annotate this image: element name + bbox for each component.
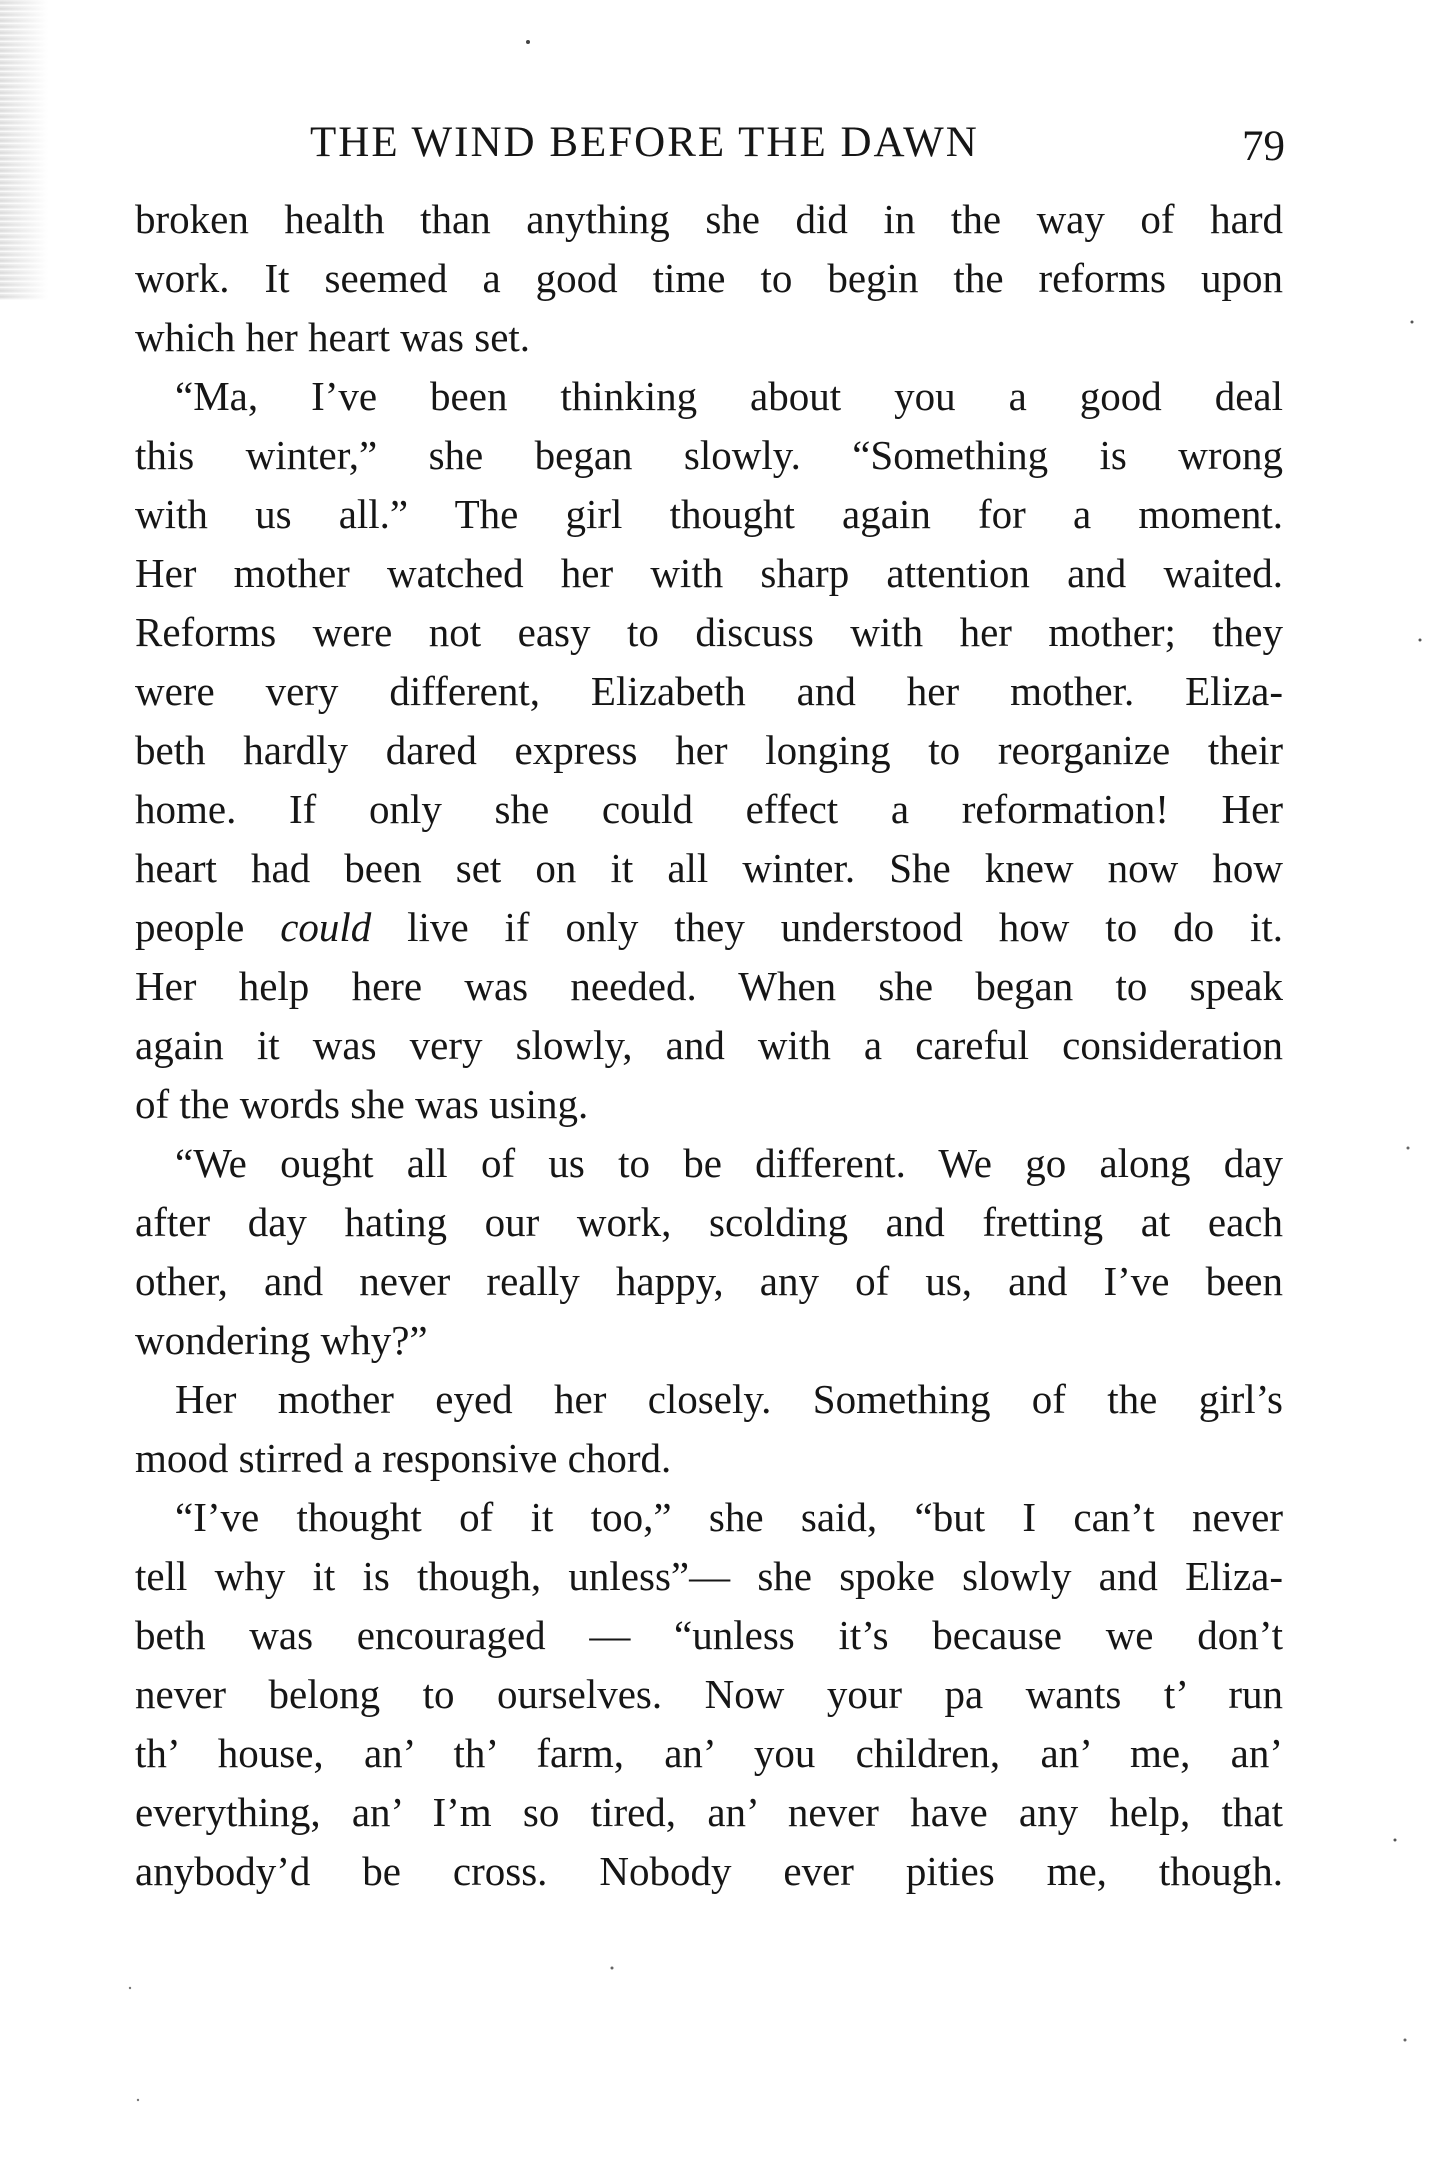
page-number: 79: [1242, 123, 1285, 170]
text-line: beth hardly dared express her longing to reorganize their: [135, 727, 1283, 773]
text-line: wondering why?”: [135, 1317, 428, 1363]
running-head-title: THE WIND BEFORE THE DAWN: [310, 119, 979, 166]
italic-word: could: [280, 904, 372, 950]
text-line: broken health than anything she did in the way of hard: [135, 196, 1283, 242]
text-line: Reforms were not easy to discuss with her mother; they: [135, 609, 1283, 655]
text-line: this winter,” she began slowly. “Something is wrong: [135, 432, 1283, 478]
paragraph-3: [135, 1134, 1283, 1370]
text-line: Her mother watched her with sharp attention and waited.: [135, 550, 1283, 596]
page-header: [135, 108, 1285, 178]
text-line: Her mother eyed her closely. Something of the girl’s: [175, 1376, 1283, 1422]
text-line: tell why it is though, unless”— she spoke slowly and Eliza-: [135, 1553, 1283, 1599]
text-line: never belong to ourselves. Now your pa wants t’ run: [135, 1671, 1283, 1717]
text-line: work. It seemed a good time to begin the reforms upon: [135, 255, 1283, 301]
text-line: home. If only she could effect a reformation! Her: [135, 786, 1283, 832]
body-text: [135, 190, 1283, 1901]
text-line: heart had been set on it all winter. She knew now how: [135, 845, 1283, 891]
paragraph-1: [135, 190, 1283, 367]
text-line: “Ma, I’ve been thinking about you a good deal: [175, 373, 1283, 419]
text-line: everything, an’ I’m so tired, an’ never have any help, that: [135, 1789, 1283, 1835]
text-line: anybody’d be cross. Nobody ever pities me, though.: [135, 1848, 1283, 1894]
text-line: “We ought all of us to be different. We go along day: [175, 1140, 1283, 1186]
text-line-with-italic: [135, 898, 1283, 957]
paragraph-4: [135, 1370, 1283, 1488]
text-line: of the words she was using.: [135, 1081, 589, 1127]
paragraph-2: [135, 367, 1283, 1134]
text-line: after day hating our work, scolding and fretting at each: [135, 1199, 1283, 1245]
text-line: th’ house, an’ th’ farm, an’ you children, an’ me, an’: [135, 1730, 1283, 1776]
text-fragment: live if only they understood how to do it.: [371, 904, 1284, 950]
paragraph-5: [135, 1488, 1283, 1901]
text-line: again it was very slowly, and with a careful consideration: [135, 1022, 1283, 1068]
text-line: Her help here was needed. When she began to speak: [135, 963, 1283, 1009]
text-line: beth was encouraged — “unless it’s because we don’t: [135, 1612, 1283, 1658]
text-line: were very different, Elizabeth and her mother. Eliza-: [135, 668, 1283, 714]
text-fragment: people: [135, 904, 281, 950]
text-line: “I’ve thought of it too,” she said, “but I can’t never: [175, 1494, 1283, 1540]
text-line: which her heart was set.: [135, 314, 531, 360]
text-line: other, and never really happy, any of us, and I’ve been: [135, 1258, 1283, 1304]
text-line: mood stirred a responsive chord.: [135, 1435, 672, 1481]
binding-edge-scan-artifact: [0, 0, 48, 300]
text-line: with us all.” The girl thought again for a moment.: [135, 491, 1283, 537]
